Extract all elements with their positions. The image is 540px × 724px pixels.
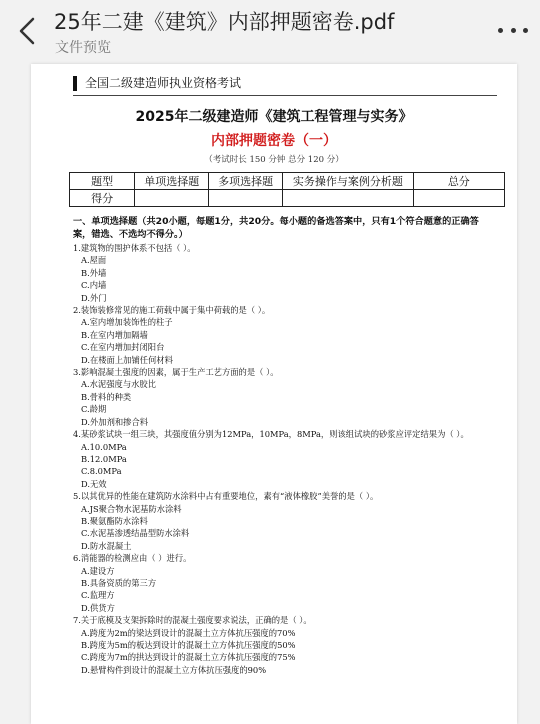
back-button[interactable] [14, 14, 40, 48]
question-option: C.水泥基渗透结晶型防水涂料 [81, 528, 190, 539]
question-list [73, 242, 485, 676]
question-item [73, 614, 485, 676]
document-title: 2025年二级建造师《建筑工程管理与实务》 [135, 109, 413, 125]
question-option: B.12.0MPa [81, 453, 127, 464]
question-option: B.具备资质的第三方 [81, 577, 157, 588]
question-stem: 1.建筑物的围护体系不包括（ ）。 [73, 243, 196, 253]
question-option: C.龄期 [81, 404, 107, 415]
question-option: B.聚氨酯防水涂料 [81, 515, 148, 526]
question-option: C.内墙 [81, 280, 107, 291]
question-option: C.8.0MPa [81, 466, 122, 477]
question-stem: 6.消能器的检测应由（ ）进行。 [73, 553, 192, 564]
question-option: C.监理方 [81, 590, 115, 601]
question-item [73, 366, 485, 428]
question-option: D.无效 [81, 478, 107, 489]
question-option: A.室内增加装饰性的柱子 [81, 317, 173, 328]
score-table-header-row [70, 173, 505, 190]
question-option: B.骨料的种类 [81, 391, 132, 402]
score-row-label: 得分 [70, 190, 135, 207]
question-option: D.供货方 [81, 602, 115, 613]
score-table-header: 总分 [413, 173, 504, 190]
chevron-left-icon [19, 17, 35, 45]
score-table [69, 172, 505, 207]
question-item [73, 242, 485, 304]
score-table-header: 多项选择题 [209, 173, 283, 190]
score-table-header: 实务操作与案例分析题 [283, 173, 414, 190]
question-stem: 3.影响混凝土强度的因素，属于生产工艺方面的是（ ）。 [73, 367, 279, 378]
score-cell [413, 190, 504, 207]
score-table-row [70, 190, 505, 207]
question-option: C.跨度为7m的拱达到设计的混凝土立方体抗压强度的75% [81, 652, 296, 663]
question-option: B.跨度为5m的板达到设计的混凝土立方体抗压强度的50% [81, 640, 296, 650]
question-option: A.建设方 [81, 565, 115, 576]
question-stem: 5.以其优异的性能在建筑防水涂料中占有重要地位，素有“液体橡胶”美誉的是（ ）。 [73, 491, 379, 502]
section-title: 一、单项选择题（共20小题，每题1分，共20分。每小题的备选答案中，只有1个符合题意的正确答案，错选、不选均不得分。） [73, 216, 479, 240]
header-divider [73, 95, 497, 96]
question-option: A.水泥强度与水胶比 [81, 379, 157, 390]
question-option: A.屋面 [81, 255, 107, 266]
question-stem: 7.关于底模及支架拆除时的混凝土强度要求说法，正确的是（ ）。 [73, 615, 312, 626]
document-subtitle: 内部押题密卷（一） [211, 133, 337, 149]
question-item [73, 490, 485, 552]
file-title: 25年二建《建筑》内部押题密卷.pdf [54, 10, 395, 34]
question-option: D.外加剂和掺合料 [81, 416, 149, 427]
question-item [73, 552, 485, 614]
more-dot-icon [511, 28, 516, 33]
question-option: B.外墙 [81, 267, 107, 278]
question-option: C.在室内增加封闭阳台 [81, 342, 165, 353]
question-item [73, 428, 485, 490]
top-bar [0, 0, 540, 62]
file-preview-label: 文件预览 [55, 40, 111, 56]
question-stem: 2.装饰装修常见的施工荷载中属于集中荷载的是（ ）。 [73, 305, 271, 316]
question-option: D.悬臂构件到设计的混凝土立方体抗压强度的90% [81, 664, 267, 675]
more-dot-icon [498, 28, 503, 33]
question-option: D.防水混凝土 [81, 540, 132, 551]
question-option: D.外门 [81, 292, 107, 303]
score-cell [283, 190, 414, 207]
score-table-header: 单项选择题 [135, 173, 209, 190]
question-stem: 4.某砂浆试块一组三块，其强度值分别为12MPa，10MPa，8MPa，则该组试块的砂浆应评定结果为（ ）。 [73, 429, 469, 440]
more-dot-icon [523, 28, 528, 33]
score-table-header: 题型 [70, 173, 135, 190]
question-option: B.在室内增加隔墙 [81, 329, 148, 340]
document-page[interactable] [31, 64, 517, 724]
question-option: A.JS聚合物水泥基防水涂料 [81, 503, 182, 514]
score-cell [209, 190, 283, 207]
question-item [73, 304, 485, 366]
question-option: A.跨度为2m的梁达到设计的混凝土立方体抗压强度的70% [81, 627, 296, 638]
more-options-button[interactable] [498, 20, 528, 40]
exam-meta: （考试时长 150 分钟 总分 120 分） [204, 155, 344, 165]
question-option: D.在楼面上加铺任何材料 [81, 354, 173, 365]
exam-organization: 全国二级建造师执业资格考试 [73, 76, 241, 91]
question-option: A.10.0MPa [81, 441, 127, 452]
score-cell [135, 190, 209, 207]
